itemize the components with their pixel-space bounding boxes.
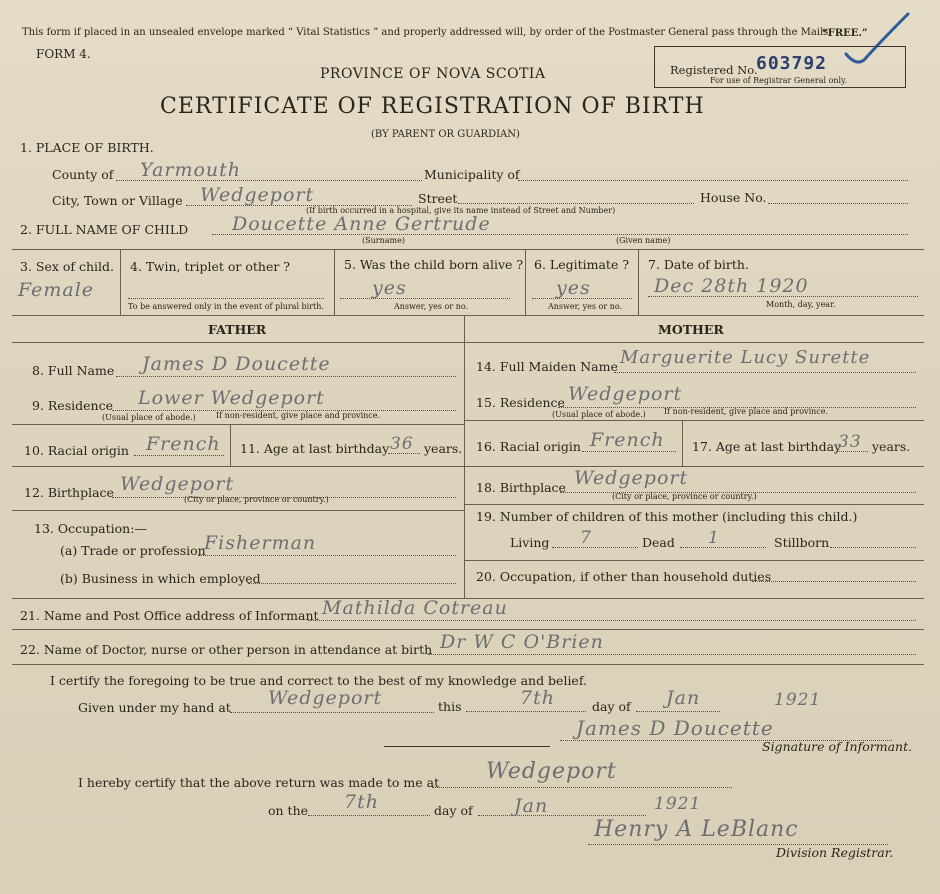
father-age-label: 11. Age at last birthday (240, 441, 390, 456)
legitimate-value: yes (556, 277, 591, 299)
certify-day-line (466, 711, 586, 712)
certify-rule (12, 664, 924, 665)
stillborn-line (830, 547, 916, 548)
doctor-value: Dr W C O'Brien (440, 631, 604, 653)
doctor-rule (12, 629, 924, 630)
postal-free: “FREE.” (822, 28, 868, 39)
sex-value: Female (18, 279, 95, 301)
business-line (248, 583, 456, 584)
trade-line (198, 555, 456, 556)
registrar-place-value: Wedgeport (486, 759, 617, 784)
business-label: (b) Business in which employed (60, 571, 261, 586)
father-age-unit: years. (424, 441, 463, 456)
certify-day-value: 7th (520, 687, 555, 709)
page-title: CERTIFICATE OF REGISTRATION OF BIRTH (160, 94, 705, 119)
municipality-label: Municipality of (424, 167, 520, 182)
registrar-day-label: day of (434, 803, 473, 818)
mother-birthplace-note: (City or place, province or country.) (612, 492, 757, 501)
parents-heading-rule (12, 342, 924, 343)
given-name-note: (Given name) (616, 236, 671, 245)
county-value: Yarmouth (140, 159, 242, 181)
informant-label: 21. Name and Post Office address of Informant (20, 608, 319, 623)
certify-year-value: 1921 (774, 690, 822, 710)
father-heading: FATHER (208, 322, 267, 337)
registrar-signature-label: Division Registrar. (776, 845, 894, 860)
mother-residence-value: Wedgeport (568, 383, 683, 405)
mother-racial-label: 16. Racial origin (476, 439, 581, 454)
parents-divider (464, 315, 465, 598)
mother-rule (464, 560, 924, 561)
father-name-value: James D Doucette (142, 353, 331, 375)
mother-age-value: 33 (838, 432, 862, 452)
this-label: this (438, 699, 462, 714)
registrar-signature: Henry A LeBlanc (594, 817, 799, 842)
certify-day-label: day of (592, 699, 631, 714)
mother-racial-line (582, 451, 676, 452)
house-line (768, 203, 908, 204)
living-line (552, 547, 638, 548)
father-racial-value: French (146, 433, 221, 455)
father-name-label: 8. Full Name (32, 363, 115, 378)
surname-note: (Surname) (362, 236, 405, 245)
row-divider (525, 249, 526, 315)
living-label: Living (510, 535, 550, 550)
mother-birthplace-value: Wedgeport (574, 467, 689, 489)
father-name-line (116, 376, 456, 377)
registrar-place-line (432, 787, 732, 788)
doctor-label: 22. Name of Doctor, nurse or other person in attendance at birth (20, 642, 433, 657)
certify-month-line (636, 711, 720, 712)
row-divider (638, 249, 639, 315)
mother-occupation-line (752, 581, 916, 582)
alive-value: yes (372, 277, 407, 299)
birth-date-value: Dec 28th 1920 (654, 275, 809, 297)
legitimate-label: 6. Legitimate ? (534, 257, 630, 272)
page-subtitle: (BY PARENT OR GUARDIAN) (371, 129, 520, 140)
city-value: Wedgeport (200, 184, 315, 206)
mother-name-value: Marguerite Lucy Surette (620, 347, 871, 368)
trade-label: (a) Trade or profession (60, 543, 206, 558)
alive-note: Answer, yes or no. (394, 302, 469, 311)
twin-note: To be answered only in the event of plural birth. (128, 302, 324, 311)
doctor-line (428, 654, 916, 655)
certify-separator (384, 746, 550, 747)
mother-rule (464, 466, 924, 467)
twin-label: 4. Twin, triplet or other ? (130, 259, 290, 274)
alive-line (340, 298, 510, 299)
city-label: City, Town or Village (52, 193, 183, 208)
twin-line (128, 298, 324, 299)
given-label: Given under my hand at (78, 700, 231, 715)
registrar-month-line (478, 815, 646, 816)
father-residence-label: 9. Residence (32, 398, 113, 413)
certify-month-value: Jan (666, 687, 701, 709)
alive-label: 5. Was the child born alive ? (344, 257, 524, 272)
informant-line (308, 620, 916, 621)
child-name-label: 2. FULL NAME OF CHILD (20, 222, 189, 237)
father-racial-label: 10. Racial origin (24, 443, 129, 458)
registrar-day-line (308, 815, 430, 816)
registration-note: For use of Registrar General only. (710, 76, 848, 85)
registrar-day-value: 7th (344, 791, 379, 813)
father-age-value: 36 (390, 434, 414, 454)
mother-rule (464, 420, 924, 421)
row-rule-bottom (12, 315, 924, 316)
informant-signature: James D Doucette (576, 716, 774, 740)
row-rule-top (12, 249, 924, 250)
mother-racial-value: French (590, 429, 665, 451)
street-line (458, 203, 694, 204)
given-place-line (230, 712, 434, 713)
sex-label: 3. Sex of child. (20, 259, 115, 274)
father-rule (12, 510, 464, 511)
hospital-note: (If birth occurred in a hospital, give its name instead of Street and Number) (306, 206, 616, 215)
father-occupation-label: 13. Occupation:— (34, 521, 147, 536)
row-divider (334, 249, 335, 315)
house-label: House No. (700, 190, 767, 205)
postal-notice: This form if placed in an unsealed envelope marked “ Vital Statistics ” and properly addressed will, by order of the Postmaster General pass through the Mails (22, 27, 829, 38)
registrar-text: I hereby certify that the above return was made to me at (78, 775, 440, 790)
mother-name-line (614, 372, 916, 373)
mother-birthplace-label: 18. Birthplace (476, 480, 566, 495)
informant-value: Mathilda Cotreau (322, 597, 508, 619)
place-heading: 1. PLACE OF BIRTH. (20, 140, 154, 155)
registrar-month-value: Jan (514, 795, 549, 817)
registration-label: Registered No. (670, 63, 758, 77)
informant-signature-label: Signature of Informant. (762, 739, 913, 754)
municipality-line (518, 180, 908, 181)
form-number: FORM 4. (36, 47, 91, 61)
father-birthplace-value: Wedgeport (120, 473, 235, 495)
dead-value: 1 (708, 528, 720, 548)
father-rule (12, 466, 464, 467)
dead-label: Dead (642, 535, 675, 550)
certify-text: I certify the foregoing to be true and correct to the best of my knowledge and belief. (50, 673, 587, 688)
stillborn-label: Stillborn (774, 535, 830, 550)
father-residence-note2: If non-resident, give place and province. (216, 411, 381, 420)
father-divider (230, 424, 231, 466)
mother-heading: MOTHER (658, 322, 724, 337)
mother-occupation-label: 20. Occupation, if other than household duties (476, 569, 772, 584)
mother-rule (464, 504, 924, 505)
father-residence-note: (Usual place of abode.) (102, 413, 196, 422)
legitimate-note: Answer, yes or no. (548, 302, 623, 311)
birth-date-note: Month, day, year. (766, 300, 836, 309)
mother-residence-note: (Usual place of abode.) (552, 410, 646, 419)
province-heading: PROVINCE OF NOVA SCOTIA (320, 66, 546, 82)
father-birthplace-label: 12. Birthplace (24, 485, 114, 500)
mother-divider (682, 420, 683, 466)
mother-residence-note2: If non-resident, give place and province. (664, 407, 829, 416)
mother-age-label: 17. Age at last birthday (692, 439, 842, 454)
trade-value: Fisherman (204, 532, 317, 554)
birth-date-label: 7. Date of birth. (648, 257, 749, 272)
father-birthplace-note: (City or place, province or country.) (184, 495, 329, 504)
children-label: 19. Number of children of this mother (including this child.) (476, 509, 858, 524)
father-rule (12, 424, 464, 425)
child-name-value: Doucette Anne Gertrude (232, 213, 491, 235)
registration-number: 603792 (756, 53, 828, 74)
row-divider (120, 249, 121, 315)
mother-name-label: 14. Full Maiden Name (476, 359, 618, 374)
given-place-value: Wedgeport (268, 687, 383, 709)
father-residence-value: Lower Wedgeport (138, 387, 325, 409)
county-label: County of (52, 167, 114, 182)
on-the-label: on the (268, 803, 309, 818)
dead-line (680, 547, 766, 548)
mother-age-unit: years. (872, 439, 911, 454)
father-racial-line (134, 455, 224, 456)
mother-residence-label: 15. Residence (476, 395, 565, 410)
street-label: Street (418, 191, 458, 206)
registrar-year-value: 1921 (654, 794, 702, 814)
living-value: 7 (580, 528, 592, 548)
